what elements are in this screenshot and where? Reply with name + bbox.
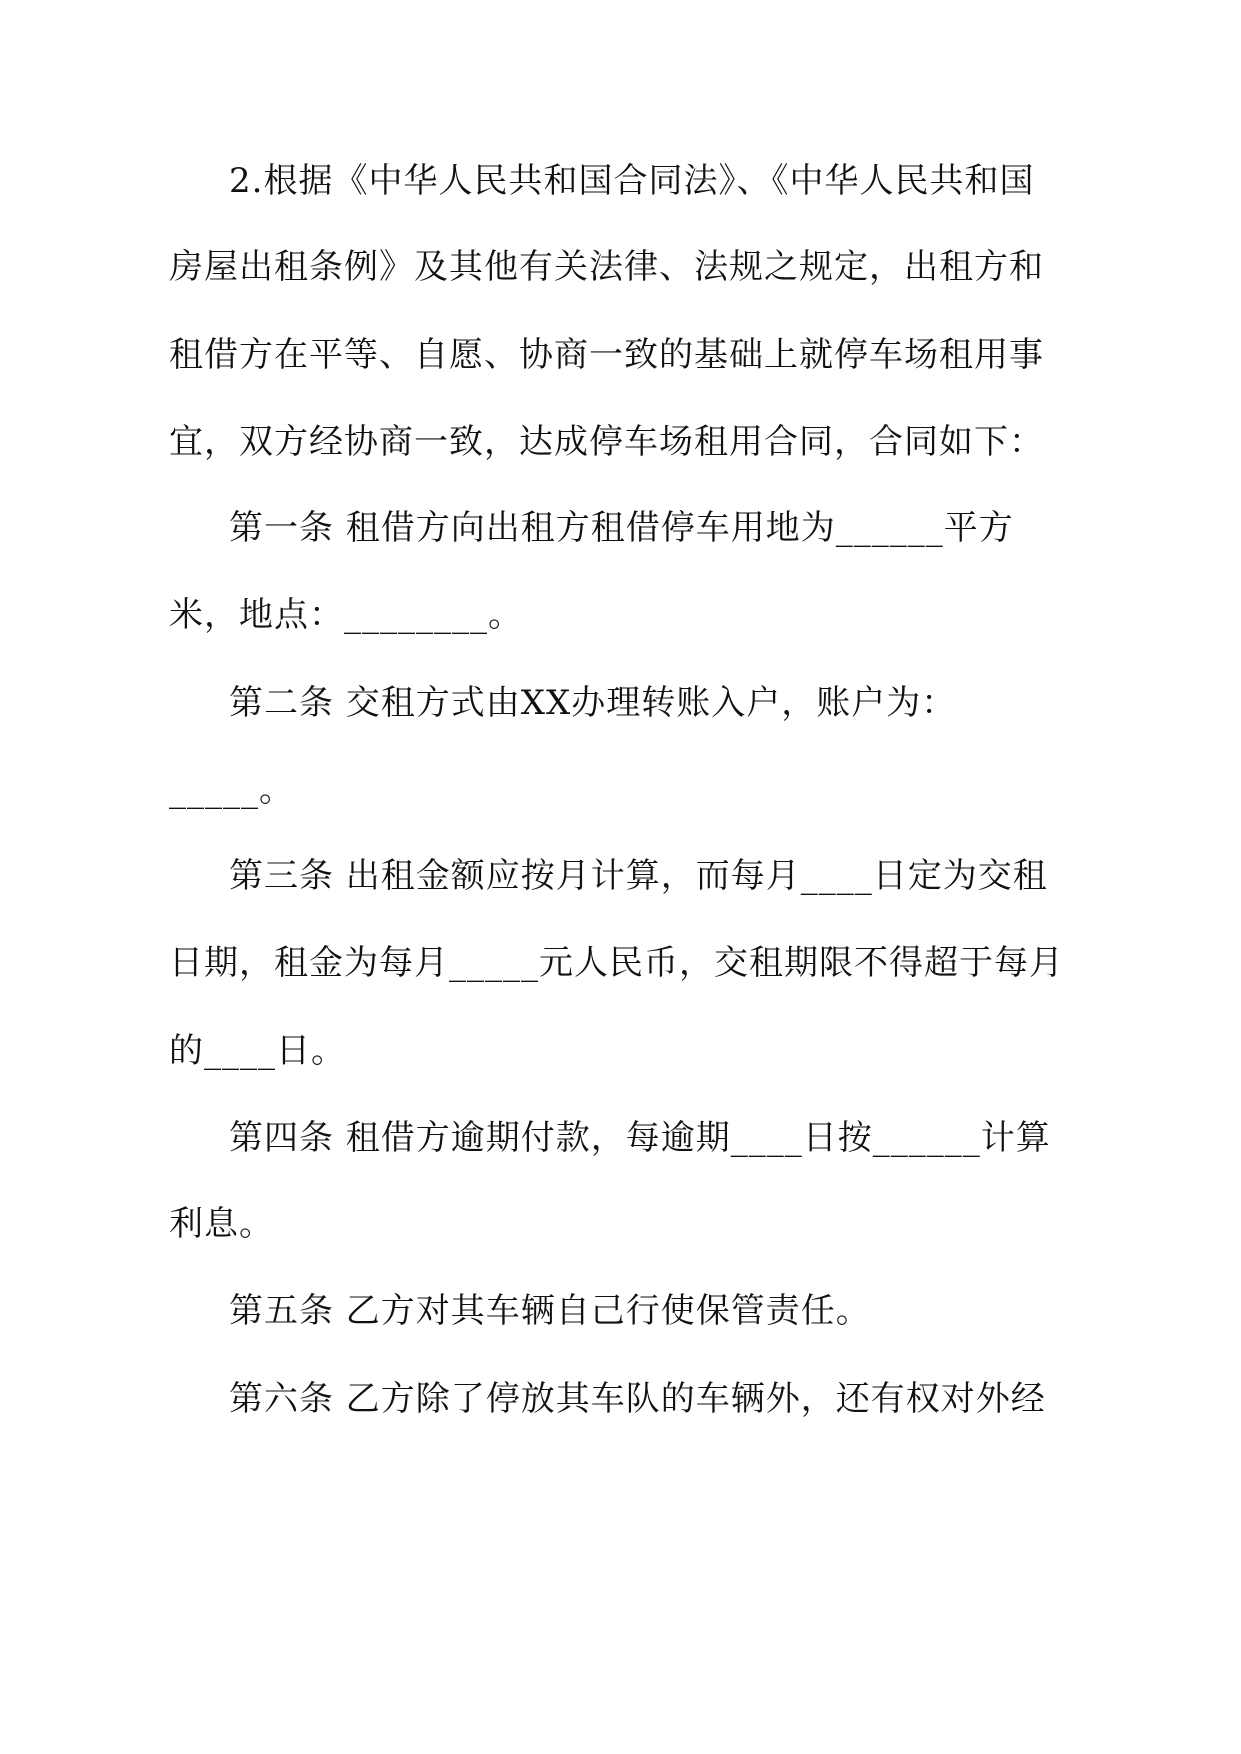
paragraph-line: 米，地点：________。 [169, 595, 523, 635]
paragraph-line: 的____日。 [169, 1031, 346, 1071]
paragraph-line: _____。 [169, 770, 294, 810]
article-3-line: 第三条 出租金额应按月计算，而每月____日定为交租 [229, 856, 1048, 896]
article-1-line: 第一条 租借方向出租方租借停车用地为______平方 [229, 508, 1014, 548]
paragraph-line: 日期，租金为每月_____元人民币，交租期限不得超于每月 [169, 943, 1064, 983]
paragraph-line: 房屋出租条例》及其他有关法律、法规之规定，出租方和 [169, 247, 1044, 287]
article-6-line: 第六条 乙方除了停放其车队的车辆外，还有权对外经 [229, 1379, 1046, 1419]
article-2-line: 第二条 交租方式由XX办理转账入户，账户为： [229, 683, 957, 723]
paragraph-line: 租借方在平等、自愿、协商一致的基础上就停车场租用事 [169, 335, 1044, 375]
article-5-line: 第五条 乙方对其车辆自己行使保管责任。 [229, 1291, 871, 1331]
paragraph-line: 2.根据《中华人民共和国合同法》、《中华人民共和国 [229, 161, 1035, 201]
article-4-line: 第四条 租借方逾期付款，每逾期____日按______计算 [229, 1118, 1051, 1158]
paragraph-line: 宜，双方经协商一致，达成停车场租用合同，合同如下： [169, 422, 1044, 462]
paragraph-line: 利息。 [169, 1204, 274, 1244]
